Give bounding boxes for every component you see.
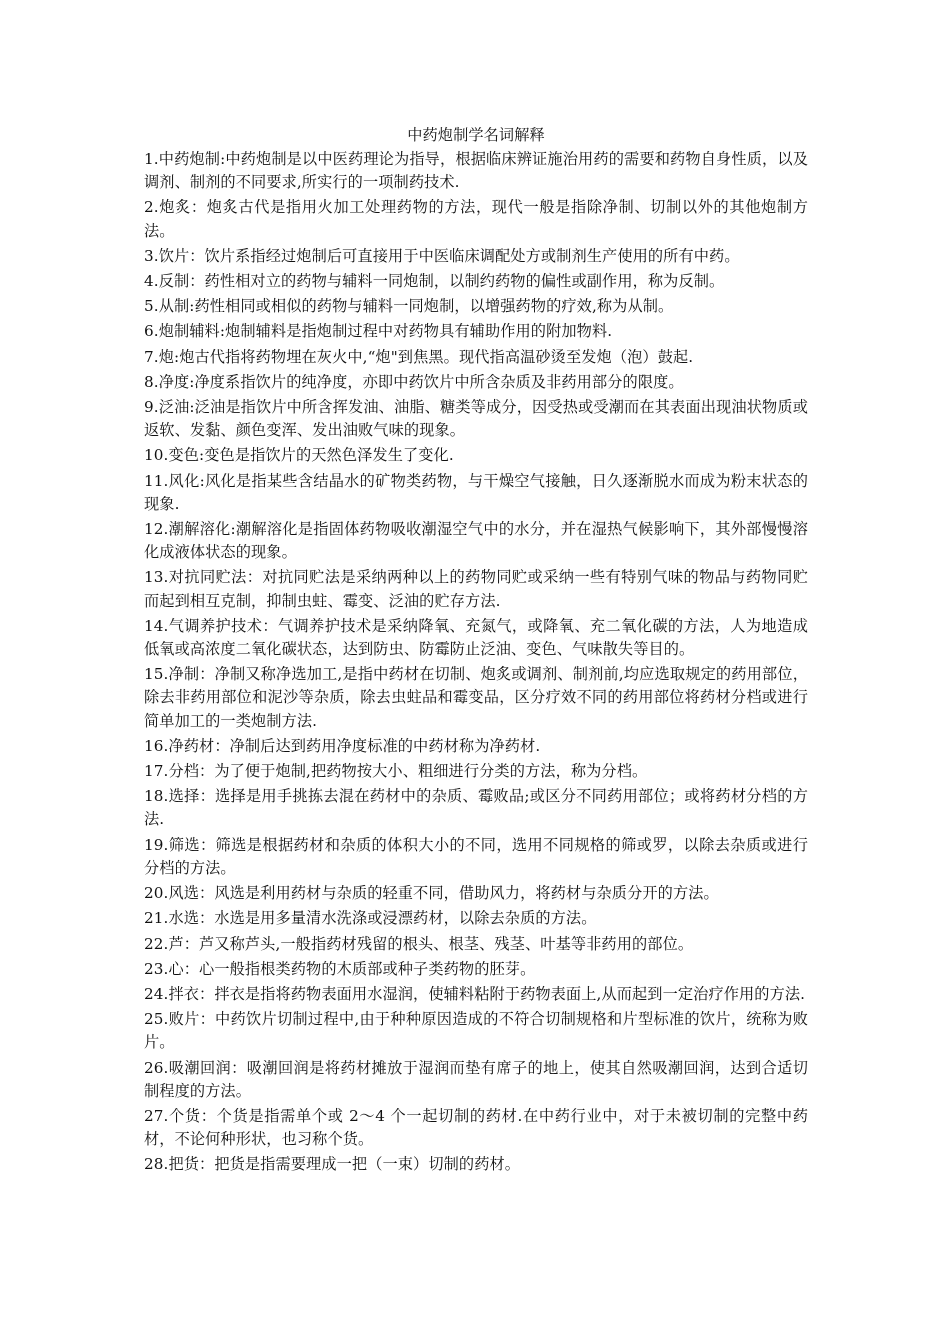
term-paragraph-22: 22.芦：芦又称芦头,一般指药材残留的根头、根茎、残茎、叶基等非药用的部位。 <box>144 934 694 953</box>
term-paragraph-18: 18.选择：选择是用手挑拣去混在药材中的杂质、霉败品;或区分不同药用部位；或将药材分档的方法. <box>144 787 808 829</box>
term-paragraph-24: 24.拌衣：拌衣是指将药物表面用水湿润，使辅料粘附于药物表面上,从而起到一定治疗作用的方法. <box>144 984 806 1003</box>
term-paragraph-12: 12.潮解溶化:潮解溶化是指固体药物吸收潮湿空气中的水分，并在湿热气候影响下，其外部慢慢溶化成液体状态的现象。 <box>144 520 808 562</box>
term-paragraph-9: 9.泛油:泛油是指饮片中所含挥发油、油脂、糖类等成分，因受热或受潮而在其表面出现油状物质或返软、发黏、颜色变浑、发出油败气味的现象。 <box>144 398 808 440</box>
term-paragraph-8: 8.净度:净度系指饮片的纯净度，亦即中药饮片中所含杂质及非药用部分的限度。 <box>144 372 684 391</box>
term-paragraph-7: 7.炮:炮古代指将药物埋在灰火中,“炮"到焦黑。现代指高温砂烫至发炮（泡）鼓起. <box>144 347 694 366</box>
term-paragraph-20: 20.风选：风选是利用药材与杂质的轻重不同，借助风力，将药材与杂质分开的方法。 <box>144 884 719 903</box>
term-paragraph-15: 15.净制：净制又称净选加工,是指中药材在切制、炮炙或调剂、制剂前,均应选取规定的药用部位，除去非药用部位和泥沙等杂质，除去虫蛀品和霉变品，区分疗效不同的药用部位将药材分档或进行简单加工的一类炮制方法. <box>144 665 808 730</box>
term-paragraph-14: 14.气调养护技术：气调养护技术是采纳降氧、充氮气，或降氧、充二氧化碳的方法，人为地造成低氧或高浓度二氧化碳状态，达到防虫、防霉防止泛油、变色、气味散失等目的。 <box>144 616 808 659</box>
term-paragraph-17: 17.分档：为了便于炮制,把药物按大小、粗细进行分类的方法，称为分档。 <box>144 762 648 781</box>
term-paragraph-26: 26.吸潮回润：吸潮回润是将药材摊放于湿润而垫有席子的地上，使其自然吸潮回润，达到合适切制程度的方法。 <box>144 1058 808 1100</box>
term-paragraph-3: 3.饮片：饮片系指经过炮制后可直接用于中医临床调配处方或制剂生产使用的所有中药。 <box>144 246 740 265</box>
term-paragraph-25: 25.败片：中药饮片切制过程中,由于种种原因造成的不符合切制规格和片型标准的饮片，统称为败片。 <box>144 1010 808 1052</box>
term-paragraph-23: 23.心：心一般指根类药物的木质部或种子类药物的胚芽。 <box>144 959 536 978</box>
term-paragraph-21: 21.水选：水选是用多量清水洗涤或浸漂药材，以除去杂质的方法。 <box>144 909 597 928</box>
term-paragraph-10: 10.变色:变色是指饮片的天然色泽发生了变化. <box>144 446 454 465</box>
term-paragraph-27: 27.个货：个货是指需单个或 2～4 个一起切制的药材.在中药行业中，对于未被切制的完整中药材，不论何种形状，也习称个货。 <box>144 1106 808 1149</box>
term-paragraph-28: 28.把货：把货是指需要理成一把（一束）切制的药材。 <box>144 1155 521 1174</box>
term-paragraph-11: 11.风化:风化是指某些含结晶水的矿物类药物，与干燥空气接触，日久逐渐脱水而成为粉末状态的现象. <box>144 471 808 513</box>
document-title: 中药炮制学名词解释 <box>407 126 545 144</box>
term-paragraph-6: 6.炮制辅料:炮制辅料是指炮制过程中对药物具有辅助作用的附加物料. <box>144 322 613 341</box>
term-paragraph-13: 13.对抗同贮法：对抗同贮法是采纳两种以上的药物同贮或采纳一些有特别气味的物品与药物同贮而起到相互克制，抑制虫蛀、霉变、泛油的贮存方法. <box>144 568 808 610</box>
term-paragraph-19: 19.筛选：筛选是根据药材和杂质的体积大小的不同，选用不同规格的筛或罗，以除去杂质或进行分档的方法。 <box>144 835 808 877</box>
term-list <box>144 148 808 1177</box>
document-body <box>144 124 808 1179</box>
term-paragraph-5: 5.从制:药性相同或相似的药物与辅料一同炮制，以增强药物的疗效,称为从制。 <box>144 297 674 316</box>
term-paragraph-16: 16.净药材：净制后达到药用净度标准的中药材称为净药材. <box>144 736 541 755</box>
term-paragraph-4: 4.反制：药性相对立的药物与辅料一同炮制，以制约药物的偏性或副作用，称为反制。 <box>144 272 725 291</box>
term-paragraph-1: 1.中药炮制:中药炮制是以中医药理论为指导，根据临床辨证施治用药的需要和药物自身性质，以及调剂、制剂的不同要求,所实行的一项制药技术. <box>144 150 808 192</box>
term-paragraph-2: 2.炮炙：炮炙古代是指用火加工处理药物的方法，现代一般是指除净制、切制以外的其他炮制方法。 <box>144 198 808 240</box>
